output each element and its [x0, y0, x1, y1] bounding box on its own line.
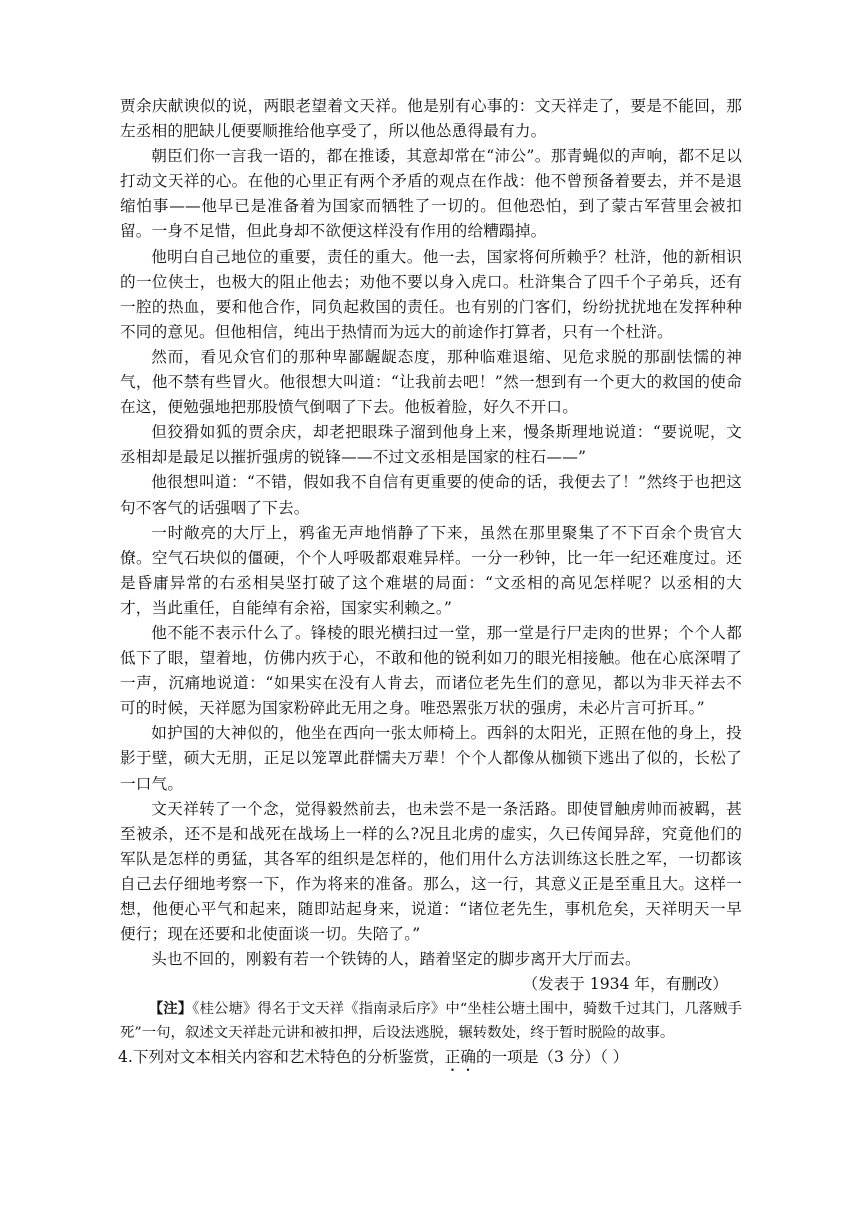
paragraph: 他明白自己地位的重要，责任的重大。他一去，国家将何所赖乎？杜浒，他的新相识的一位侠士，也极大的阻止他去；劝他不要以身入虎口。杜浒集合了四千个子弟兵，还有一腔的热血，要和他合作，同负起救国的责任。也有别的门客们，纷纷扰扰地在发挥种种不同的意见。但他相信，纯出于热情而为远大的前途作打算者，只有一个杜浒。 [120, 247, 742, 341]
question-text-before: 下列对文本相关内容和艺术特色的分析鉴赏， [132, 1048, 445, 1067]
question-number: 4. [118, 1048, 133, 1067]
annotation-tag: 【注】 [148, 1000, 193, 1018]
question-text-after: 的一项是（3 分）（ ） [475, 1048, 629, 1067]
paragraph: 然而，看见众官们的那种卑鄙龌龊态度，那种临难退缩、见危求脱的那副怯懦的神气，他不禁有些冒火。他很想大叫道：“让我前去吧！”然一想到有一个更大的救国的使命在这，便勉强地把那股愤气倒咽了下去。他板着脸，好久不开口。 [120, 347, 742, 417]
annotation-text: 《桂公塘》得名于文天祥《指南录后序》中“坐桂公塘土围中，骑数千过其门，几落贼手死”一句，叙述文天祥赴元讲和被扣押，后设法逃脱，辗转数处，终于暂时脱险的故事。 [120, 1001, 742, 1041]
paragraph: 他很想叫道：“不错，假如我不自信有更重要的使命的话，我便去了！”然终于也把这句不客气的话强咽了下去。 [120, 473, 742, 517]
paragraph: 文天祥转了一个念，觉得毅然前去，也未尝不是一条活路。即使冒触虏帅而被羁，甚至被杀，还不是和战死在战场上一样的么?况且北虏的虚实，久已传闻异辞，究竟他们的军队是怎样的勇猛，其各军的组织是怎样的，他们用什么方法训练这长胜之军，一切都该自己去仔细地考察一下，作为将来的准备。那么，这一行，其意义正是至重且大。这样一想，他便心平气和起来，随即站起身来，说道：“诸位老先生，事机危矣，天祥明天一早便行；现在还要和北使面谈一切。失陪了。” [120, 799, 742, 944]
paragraph: 朝臣们你一言我一语的，都在推诿，其意却常在“沛公”。那青蝇似的声响，都不足以打动文天祥的心。在他的心里正有两个矛盾的观点在作战：他不曾预备着要去，并不是退缩怕事——他早已是准备着为国家而牺牲了一切的。但他恐怕，到了蒙古军营里会被扣留。一身不足惜，但此身却不欲便这样没有作用的给糟蹋掉。 [120, 147, 742, 241]
paragraph: 一时敞亮的大厅上，鸦雀无声地悄静了下来，虽然在那里聚集了不下百余个贵官大僚。空气石块似的僵硬，个个人呼吸都艰难异样。一分一秒钟，比一年一纪还难度过。还是昏庸异常的右丞相吴坚打破了这个难堪的局面：“文丞相的高见怎样呢？以丞相的大才，当此重任，自能绰有余裕，国家实利赖之。” [120, 523, 742, 617]
question-4 [120, 1045, 742, 1075]
question-emphasis: 正确 [444, 1048, 476, 1067]
paragraph: 头也不回的，刚毅有若一个铁铸的人，踏着坚定的脚步离开大厅而去。 [151, 950, 641, 969]
paragraph: 他不能不表示什么了。锋棱的眼光横扫过一堂，那一堂是行尸走肉的世界；个个人都低下了眼，望着地，仿佛内疚于心，不敢和他的锐利如刀的眼光相接触。他在心底深喟了一声，沉痛地说道：“如果实在没有人肯去，而诸位老先生们的意见，都以为非天祥去不可的时候，天祥愿为国家粉碎此无用之身。唯恐罴张万状的强虏，未必片言可折耳。” [120, 623, 742, 718]
paragraph: 但狡猾如狐的贾余庆，却老把眼珠子溜到他身上来，慢条斯理地说道：“要说呢，文丞相却是最足以摧折强虏的锐锋——不过文丞相是国家的柱石——” [120, 423, 742, 467]
annotation [120, 997, 742, 1045]
article-body [120, 94, 742, 1075]
paragraph: 如护国的大神似的，他坐在西向一张太师椅上。西斜的太阳光，正照在他的身上，投影于壁，硕大无朋，正足以笼罩此群懦夫万辈！个个人都像从枷锁下逃出了似的，长松了一口气。 [120, 724, 742, 793]
paragraph: 贾余庆献谀似的说，两眼老望着文天祥。他是别有心事的：文天祥走了，要是不能回，那左丞相的肥缺儿便要顺推给他享受了，所以他怂恿得最有力。 [120, 97, 742, 141]
publication-note: （发表于 1934 年，有删改） [522, 975, 728, 994]
